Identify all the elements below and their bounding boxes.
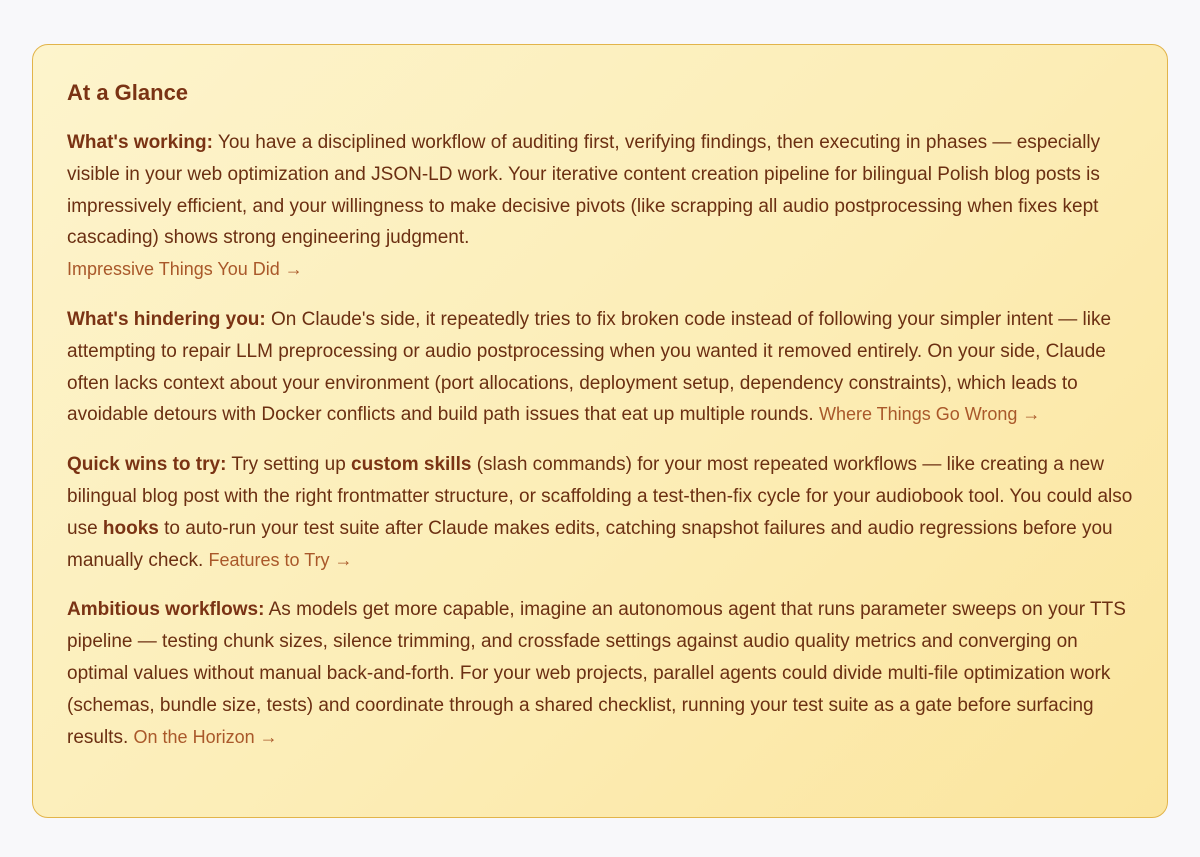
- whats-working-paragraph: [67, 127, 1139, 286]
- at-a-glance-card: [32, 44, 1168, 818]
- custom-skills-emphasis: custom skills: [351, 454, 472, 476]
- whats-hindering-text: On Claude's side, it repeatedly tries to fix broken code instead of following your simpler intent — like attempting to repair LLM preprocessing or audio postprocessing when you wanted it removed entirely. On your side, Claude often lacks context about your environment (port allocations, deployment setup, dependency constraints), which leads to avoidable detours with Docker conflicts and build path issues that eat up multiple rounds.: [67, 308, 1112, 426]
- quick-wins-text-2: (slash commands) for your most repeated workflows — like creating a new bilingual blog post with the right frontmatter structure, or scaffolding a test-then-fix cycle for your audiobook tool. You could also use: [67, 454, 1133, 539]
- ambitious-workflows-text: As models get more capable, imagine an autonomous agent that runs parameter sweeps on your TTS pipeline — testing chunk sizes, silence trimming, and crossfade settings against audio quality metrics and converging on optimal values without manual back-and-forth. For your web projects, parallel agents could divide multi-file optimization work (schemas, bundle size, tests) and coordinate through a shared checklist, running your test suite as a gate before surfacing results.: [67, 599, 1126, 748]
- ambitious-workflows-paragraph: [67, 594, 1139, 753]
- hooks-emphasis: hooks: [102, 517, 159, 539]
- quick-wins-lead: Quick wins to try:: [67, 454, 227, 476]
- whats-hindering-lead: What's hindering you:: [67, 308, 266, 330]
- on-the-horizon-link[interactable]: On the Horizon →: [133, 726, 278, 747]
- features-to-try-link[interactable]: Features to Try →: [208, 549, 353, 570]
- card-title: At a Glance: [67, 80, 189, 105]
- whats-working-lead: What's working:: [67, 132, 213, 153]
- quick-wins-text-3: to auto-run your test suite after Claude makes edits, catching snapshot failures and audio regressions before you manually check.: [67, 517, 1113, 571]
- whats-working-text: You have a disciplined workflow of auditing first, verifying findings, then executing in phases — especially visible in your web optimization and JSON-LD work. Your iterative content creation pipeline for bilingual Polish blog posts is impressively efficient, and your willingness to make decisive pivots (like scrapping all audio postprocessing when fixes kept cascading) shows strong engineering judgment.: [67, 132, 1101, 249]
- impressive-things-link[interactable]: Impressive Things You Did →: [67, 259, 303, 280]
- ambitious-workflows-lead: Ambitious workflows:: [67, 599, 265, 621]
- quick-wins-paragraph: [67, 449, 1139, 576]
- where-things-go-wrong-link[interactable]: Where Things Go Wrong →: [818, 404, 1041, 425]
- quick-wins-text-1: Try setting up: [226, 454, 352, 476]
- whats-hindering-paragraph: [67, 304, 1139, 431]
